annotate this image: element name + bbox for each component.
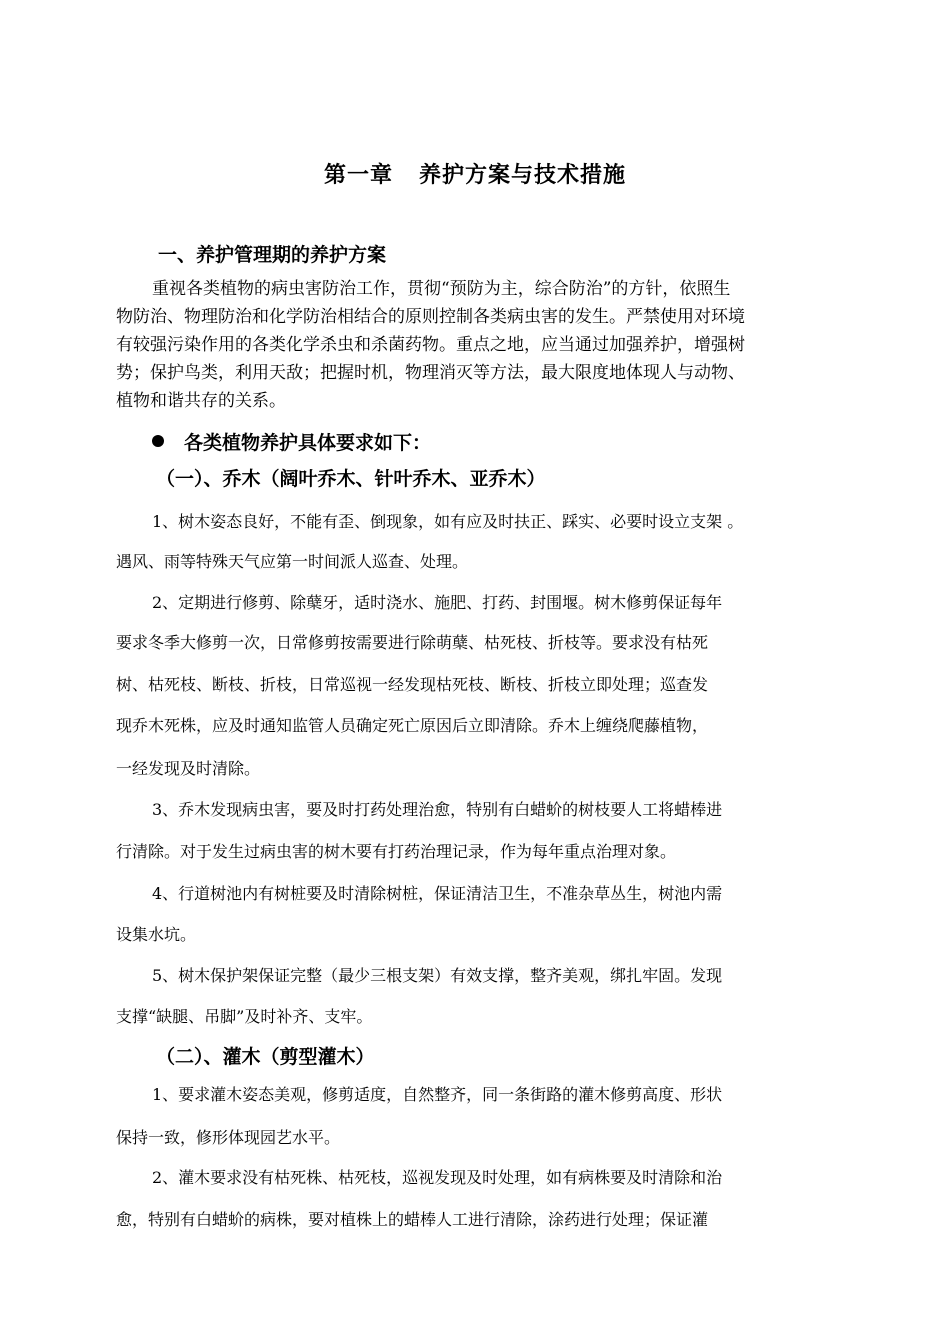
trees-line-12: 5、树木保护架保证完整（最少三根支架）有效支撑，整齐美观，绑扎牢固。发现 (152, 966, 723, 985)
bullet-icon (152, 435, 164, 447)
subheading-trees: （一）、乔木（阔叶乔木、针叶乔木、亚乔木） (156, 468, 546, 490)
intro-line-3: 有较强污染作用的各类化学杀虫和杀菌药物。重点之地，应当通过加强养护，增强树 (116, 335, 745, 355)
chapter-title (0, 158, 950, 189)
trees-line-7: 一经发现及时清除。 (116, 759, 261, 778)
intro-line-2: 物防治、物理防治和化学防治相结合的原则控制各类病虫害的发生。严禁使用对环境 (116, 307, 745, 327)
shrubs-line-2: 保持一致，修形体现园艺水平。 (116, 1128, 341, 1147)
intro-line-1: 重视各类植物的病虫害防治工作，贯彻“预防为主，综合防治”的方针，依照生 (152, 279, 731, 299)
trees-line-8: 3、乔木发现病虫害，要及时打药处理治愈，特别有白蜡蚧的树枝要人工将蜡棒进 (152, 800, 723, 819)
intro-line-4: 势；保护鸟类，利用天敌；把握时机，物理消灭等方法，最大限度地体现人与动物、 (116, 363, 745, 383)
chapter-heading-text: 养护方案与技术措施 (419, 162, 627, 188)
shrubs-line-4: 愈，特别有白蜡蚧的病株，要对植株上的蜡棒人工进行清除，涂药进行处理；保证灌 (116, 1210, 709, 1229)
trees-line-9: 行清除。对于发生过病虫害的树木要有打药治理记录，作为每年重点治理对象。 (116, 842, 677, 861)
trees-line-10: 4、行道树池内有树桩要及时清除树桩，保证清洁卫生，不准杂草丛生，树池内需 (152, 884, 723, 903)
chapter-number: 第一章 (323, 162, 393, 188)
subheading-shrubs: （二）、灌木（剪型灌木） (156, 1046, 375, 1068)
trees-line-3: 2、定期进行修剪、除蘖牙，适时浇水、施肥、打药、封围堰。树木修剪保证每年 (152, 593, 723, 612)
bullet-heading-text: 各类植物养护具体要求如下： (184, 432, 432, 454)
section-heading: 一、养护管理期的养护方案 (158, 244, 387, 266)
trees-line-5: 树、枯死枝、断枝、折枝，日常巡视一经发现枯死枝、断枝、折枝立即处理；巡查发 (116, 675, 709, 694)
trees-line-13: 支撑“缺腿、吊脚”及时补齐、支牢。 (116, 1007, 373, 1026)
trees-line-11: 设集水坑。 (116, 925, 197, 944)
trees-line-1: 1、树木姿态良好，不能有歪、倒现象，如有应及时扶正、踩实、必要时设立支架 。 (152, 512, 744, 531)
trees-line-6: 现乔木死株，应及时通知监管人员确定死亡原因后立即清除。乔木上缠绕爬藤植物， (116, 716, 709, 735)
intro-line-5: 植物和谐共存的关系。 (116, 391, 286, 411)
shrubs-line-3: 2、灌木要求没有枯死株、枯死枝，巡视发现及时处理，如有病株要及时清除和治 (152, 1168, 723, 1187)
trees-line-2: 遇风、雨等特殊天气应第一时间派人巡查、处理。 (116, 552, 469, 571)
bullet-heading (152, 428, 431, 455)
shrubs-line-1: 1、要求灌木姿态美观，修剪适度，自然整齐，同一条街路的灌木修剪高度、形状 (152, 1085, 723, 1104)
trees-line-4: 要求冬季大修剪一次，日常修剪按需要进行除萌蘖、枯死枝、折枝等。要求没有枯死 (116, 633, 709, 652)
